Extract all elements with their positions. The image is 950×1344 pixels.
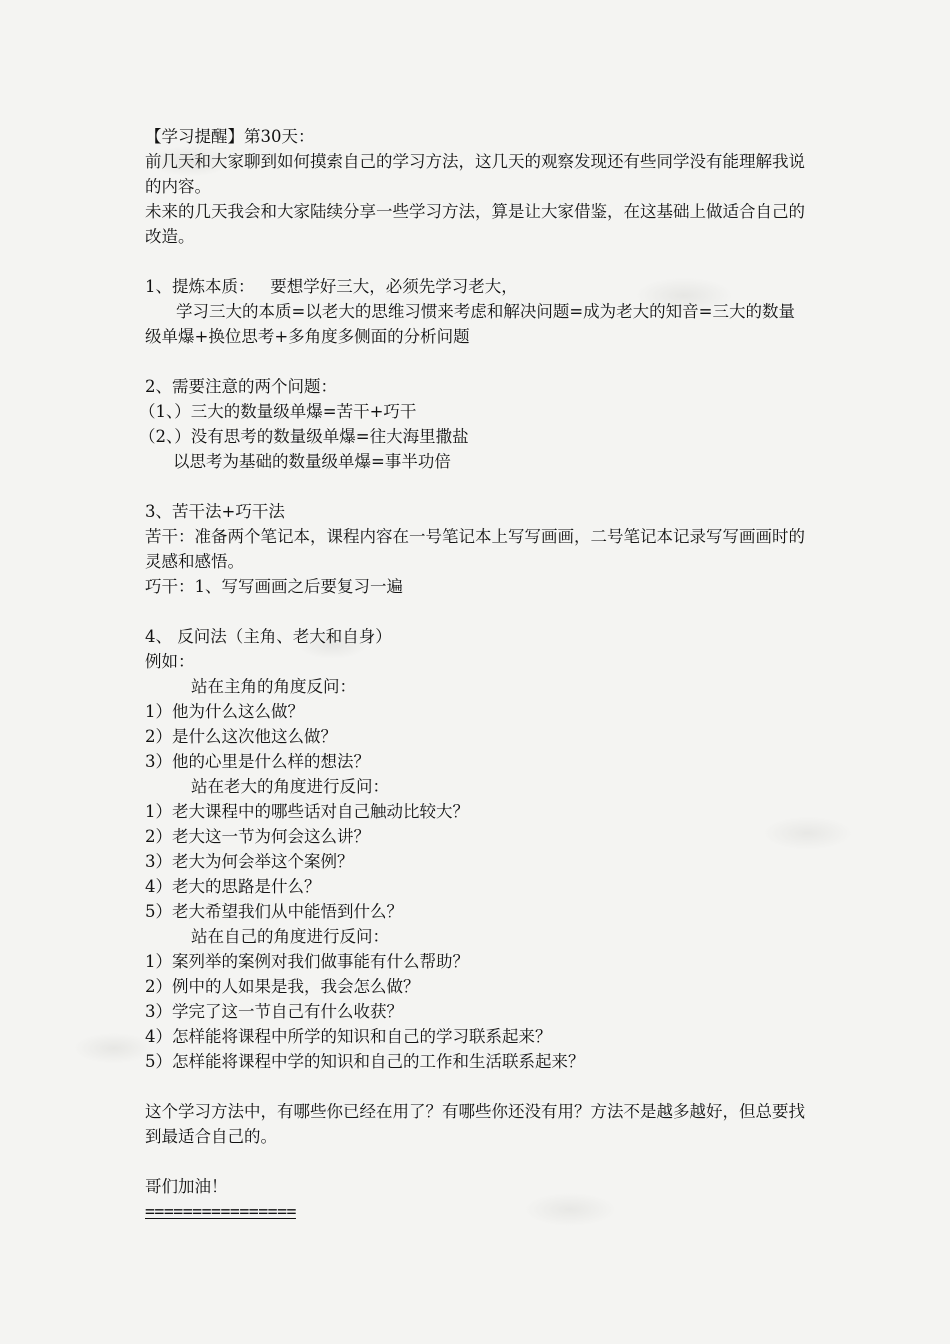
section-2-point-3: 以思考为基础的数量级单爆=事半功倍	[173, 452, 451, 471]
list-item: 1）案列举的案例对我们做事能有什么帮助？	[145, 952, 469, 971]
spacer	[145, 1074, 810, 1099]
list-item: 2）是什么这次他这么做？	[145, 727, 337, 746]
document-body	[139, 124, 810, 1224]
list-item: 3）学完了这一节自己有什么收获？	[145, 1002, 403, 1021]
section-4-example: 例如：	[145, 652, 195, 671]
group-self-heading: 站在自己的角度进行反问：	[191, 927, 389, 946]
spacer	[145, 349, 810, 374]
intro-paragraph-1: 前几天和大家聊到如何摸索自己的学习方法，这几天的观察发现还有些同学没有能理解我说的内容。	[145, 152, 805, 196]
section-2-point-1: （1、）三大的数量级单爆=苦干+巧干	[139, 402, 417, 421]
list-item: 3）他的心里是什么样的想法？	[145, 752, 370, 771]
group-protagonist-heading: 站在主角的角度反问：	[191, 677, 356, 696]
list-item: 1）他为什么这么做？	[145, 702, 304, 721]
spacer	[145, 599, 810, 624]
section-1-title: 1、提炼本质： 要想学好三大，必须先学习老大，	[145, 277, 518, 296]
list-item: 2）老大这一节为何会这么讲？	[145, 827, 370, 846]
section-1-text: 学习三大的本质=以老大的思维习惯来考虑和解决问题=成为老大的知音=三大的数量级单爆+换位思考+多角度多侧面的分析问题	[145, 302, 795, 346]
spacer	[145, 1149, 810, 1174]
list-item: 4）老大的思路是什么？	[145, 877, 321, 896]
list-item: 1）老大课程中的哪些话对自己触动比较大？	[145, 802, 469, 821]
list-item: 5）老大希望我们从中能悟到什么？	[145, 902, 403, 921]
doc-header: 【学习提醒】第30天：	[145, 127, 315, 146]
list-item: 5）怎样能将课程中学的知识和自己的工作和生活联系起来？	[145, 1052, 585, 1071]
intro-paragraph-2: 未来的几天我会和大家陆续分享一些学习方法，算是让大家借鉴，在这基础上做适合自己的改造。	[145, 202, 805, 246]
closing-paragraph: 这个学习方法中，有哪些你已经在用了？有哪些你还没有用？方法不是越多越好，但总要找到最适合自己的。	[145, 1102, 805, 1146]
divider-line: ================	[145, 1202, 296, 1221]
cheer-text: 哥们加油！	[145, 1177, 228, 1196]
section-2-point-2: （2、）没有思考的数量级单爆=往大海里撒盐	[139, 427, 469, 446]
section-3-qiaogan: 巧干：1、写写画画之后要复习一遍	[145, 577, 403, 596]
section-4-title: 4、 反问法（主角、老大和自身）	[145, 627, 392, 646]
spacer	[145, 474, 810, 499]
list-item: 3）老大为何会举这个案例？	[145, 852, 354, 871]
section-2-title: 2、需要注意的两个问题：	[145, 377, 337, 396]
list-item: 2）例中的人如果是我，我会怎么做？	[145, 977, 420, 996]
spacer	[145, 249, 810, 274]
list-item: 4）怎样能将课程中所学的知识和自己的学习联系起来？	[145, 1027, 552, 1046]
section-3-title: 3、苦干法+巧干法	[145, 502, 285, 521]
section-1-body	[145, 299, 810, 349]
section-3-kugan: 苦干：准备两个笔记本，课程内容在一号笔记本上写写画画，二号笔记本记录写写画画时的灵感和感悟。	[145, 527, 805, 571]
group-laoda-heading: 站在老大的角度进行反问：	[191, 777, 389, 796]
